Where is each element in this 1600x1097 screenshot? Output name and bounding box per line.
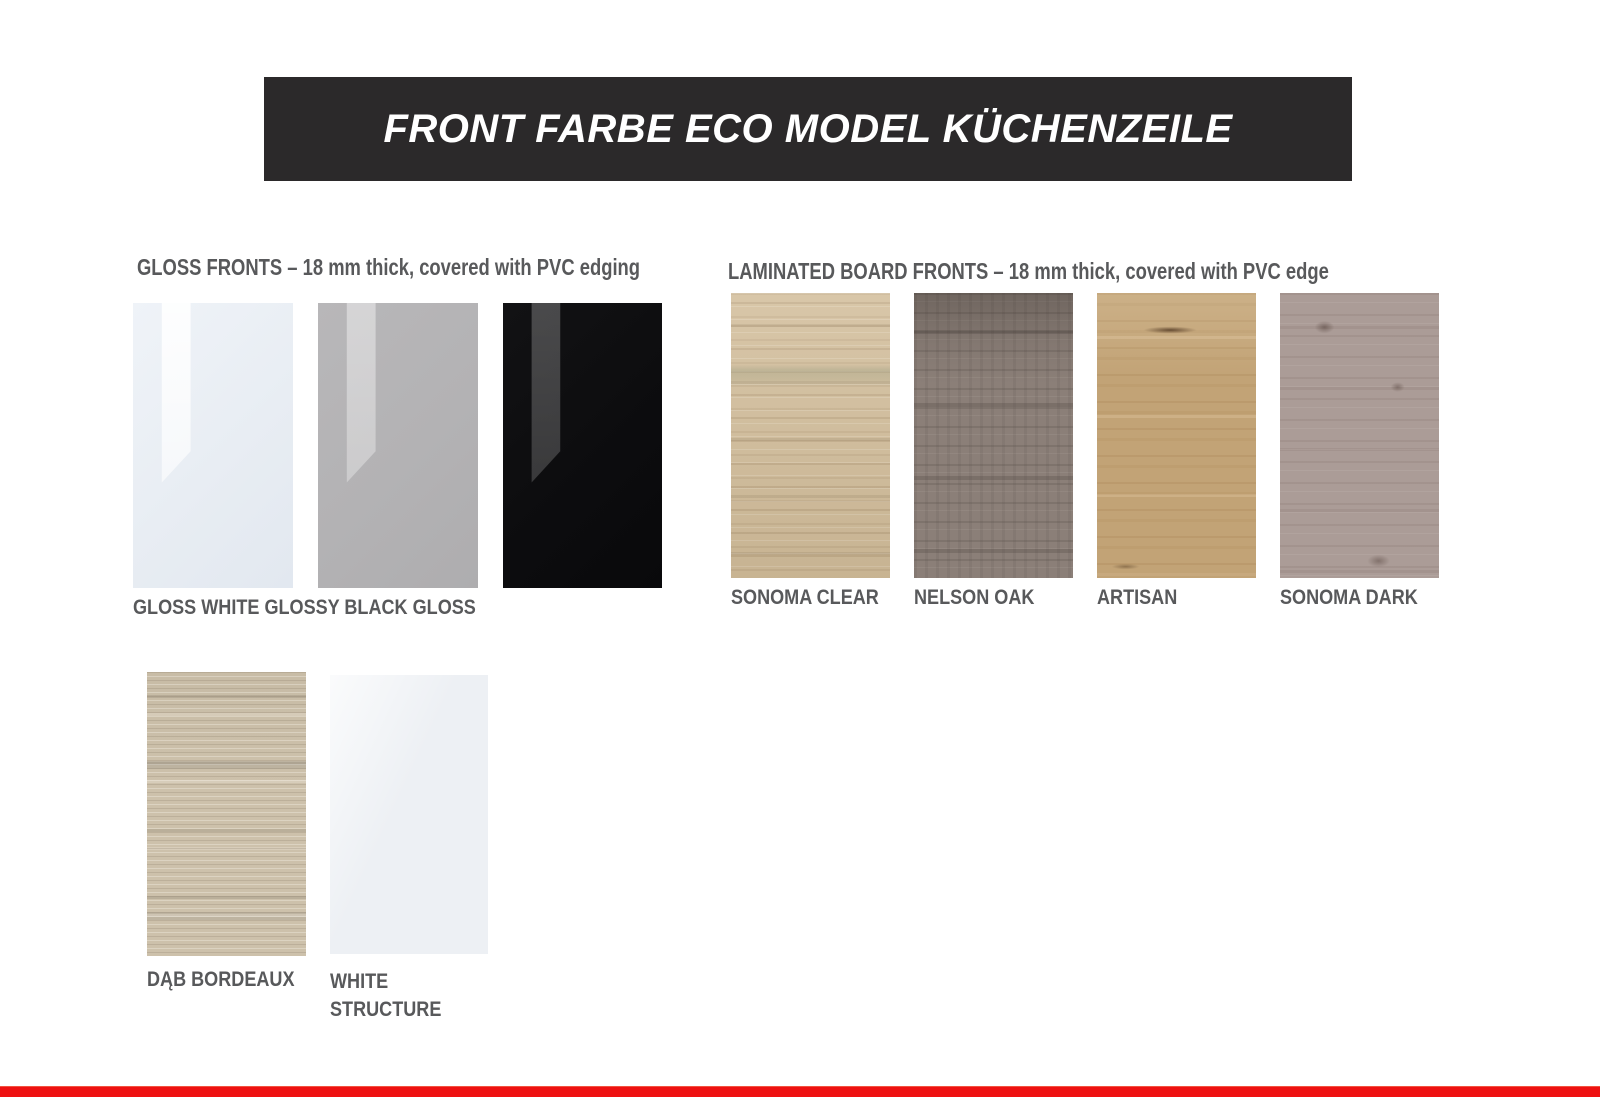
swatch-nelson-oak: [914, 293, 1073, 578]
swatch-gloss-white: [133, 303, 293, 588]
laminated-section-heading: LAMINATED BOARD FRONTS – 18 mm thick, covered with PVC edge: [728, 258, 1329, 284]
swatch-sonoma-dark: [1280, 293, 1439, 578]
gloss-reflection: [133, 303, 293, 588]
label-artisan: ARTISAN: [1097, 586, 1178, 609]
header-banner: [264, 77, 1352, 181]
label-sonoma-dark: SONOMA DARK: [1280, 586, 1418, 609]
gloss-reflection: [503, 303, 662, 588]
gloss-section-heading: GLOSS FRONTS – 18 mm thick, covered with PVC edging: [137, 254, 641, 280]
label-white-structure: WHITE STRUCTURE: [330, 970, 442, 1021]
swatch-white-structure: [330, 675, 488, 954]
swatch-grey-glossy: [318, 303, 478, 588]
swatch-black-gloss: [503, 303, 662, 588]
footer-accent-bar: [0, 1086, 1600, 1097]
gloss-swatch-labels: GLOSS WHITE GLOSSY BLACK GLOSS: [133, 596, 476, 619]
swatch-sonoma-clear: [731, 293, 890, 578]
label-dab-bordeaux: DĄB BORDEAUX: [147, 968, 295, 991]
swatch-artisan: [1097, 293, 1256, 578]
gloss-reflection: [318, 303, 478, 588]
swatch-dab-bordeaux: [147, 672, 306, 956]
label-sonoma-clear: SONOMA CLEAR: [731, 586, 879, 609]
label-nelson-oak: NELSON OAK: [914, 586, 1035, 609]
page-title: FRONT FARBE ECO MODEL KÜCHENZEILE: [383, 106, 1233, 151]
